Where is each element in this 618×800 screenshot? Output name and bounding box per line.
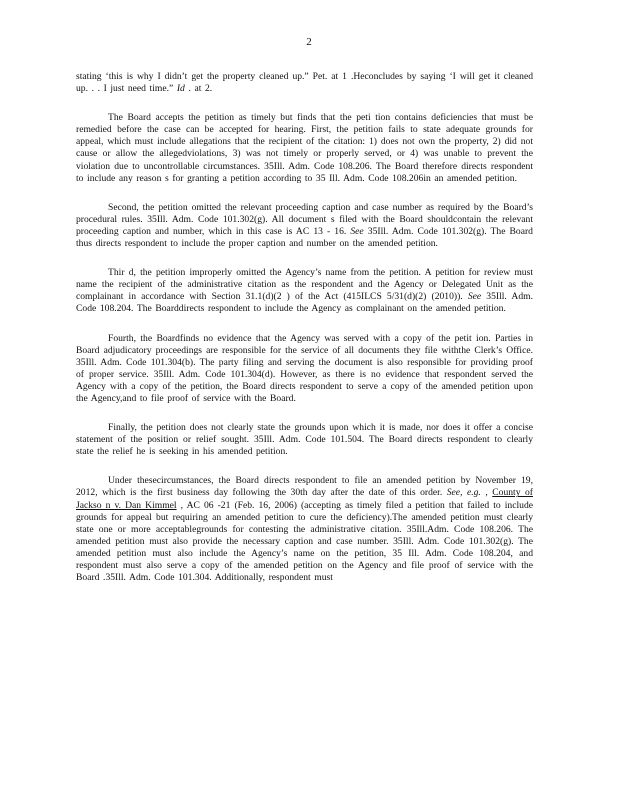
document-body: [76, 71, 533, 601]
text-run: Second, the petition omitted the relevant proceeding caption and case number as required by the Board’s procedural rules. 35Ill. Adm. Code 101.302(g). All document s filed with the Board shouldcontain the relevant proceeding caption and number, which in this case is AC 13 - 16.: [76, 201, 533, 237]
citation-italic: e.g.: [466, 487, 481, 499]
text-run: . at 2.: [184, 83, 213, 95]
text-run: 35Ill. Adm. Code 101.302(g). The Board thus directs respondent to include the proper caption and number on the amended petition.: [76, 225, 533, 250]
paragraph-directions: [76, 475, 533, 584]
text-run: ,: [480, 487, 493, 499]
page-number: 2: [306, 36, 312, 48]
citation-italic: See: [467, 291, 482, 303]
citation-italic: Id: [176, 83, 185, 95]
paragraph-second-deficiency: [76, 202, 533, 250]
text-run: ,: [460, 487, 467, 499]
text-run: Under thesecircumstances, the Board directs respondent to file an amended petition by November 19, 2012, which is the first business day following the 30th day after the date of this order.: [76, 475, 533, 499]
citation-italic: See: [350, 225, 364, 237]
case-name-underlined: County of Jackso n v. Dan Kimmel: [76, 487, 533, 511]
text-run: 35Ill. Adm. Code 108.204. The Boarddirects respondent to include the Agency as complainant on the amended petition.: [76, 291, 533, 315]
paragraph-final-deficiency: [76, 422, 533, 458]
paragraph-first-deficiency: [76, 112, 533, 185]
text-run: Finally, the petition does not clearly state the grounds upon which it is made, nor does it offer a concise statement of the position or relief sought. 35Ill. Adm. Code 101.504. The Board directs respondent to clearly state the relief he is seeking in his amended petition.: [76, 422, 533, 458]
text-run: , AC 06 -21 (Feb. 16, 2006) (accepting as timely filed a petition that failed to include grounds for appeal but requiring an amended petition to cure the deficiency).The amended petition must clearly state one or more acceptablegrounds for contesting the administrative citation. 35Ill.Adm. Code 108.206. The amended petition must also provide the necessary caption and case number. 35Ill. Adm. Code 101.302(g). The amended petition must also include the Agency’s name on the petition, 35 Ill. Adm. Code 108.204, and respondent must also serve a copy of the amended petition on the Agency and file proof of service with the Board .35Ill. Adm. Code 101.304. Additionally, respondent must: [76, 499, 533, 584]
paragraph-continuation: [76, 71, 533, 95]
text-run: stating ‘this is why I didn’t get the property cleaned up.” Pet. at 1 .Heconcludes by saying ‘I will get it cleaned up. . . I just need time.”: [76, 71, 533, 95]
text-run: Fourth, the Boardfinds no evidence that the Agency was served with a copy of the petit ion. Parties in Board adjudicatory proceedings are responsible for the service of all documents they file withthe Clerk’s Office. 35Ill. Adm. Code 101.304(b). The party filing and serving the document is also responsible for providing proof of proper service. 35Ill. Adm. Code 101.304(d). However, as there is no evidence that respondent served the Agency with a copy of the petition, the Board directs respondent to serve a copy of the amended petition upon the Agency,and to file proof of service with the Board.: [76, 332, 533, 404]
text-run: The Board accepts the petition as timely but finds that the peti tion contains deficiencies that must be remedied before the case can be accepted for hearing. First, the petition fails to state adequate grounds for appeal, which must include allegations that the recipient of the citation: 1) does not own the property, 2) did not cause or allow the allegedviolations, 3) was not timely or properly served, or 4) was unable to prevent the violation due to uncontrollable circumstances. 35Ill. Adm. Code 108.206. The Board therefore directs respondent to include any reason s for granting a petition according to 35 Ill. Adm. Code 108.206in an amended petition.: [76, 112, 533, 184]
paragraph-third-deficiency: [76, 267, 533, 315]
text-run: Thir d, the petition improperly omitted the Agency’s name from the petition. A petition for review must name the recipient of the administrative citation as the respondent and the Agency or Delegated Unit as the complainant in accordance with Section 31.1(d)(2 ) of the Act (415ILCS 5/31(d)(2) (2010)).: [76, 267, 533, 303]
paragraph-fourth-deficiency: [76, 333, 533, 406]
citation-italic: See: [446, 487, 461, 499]
